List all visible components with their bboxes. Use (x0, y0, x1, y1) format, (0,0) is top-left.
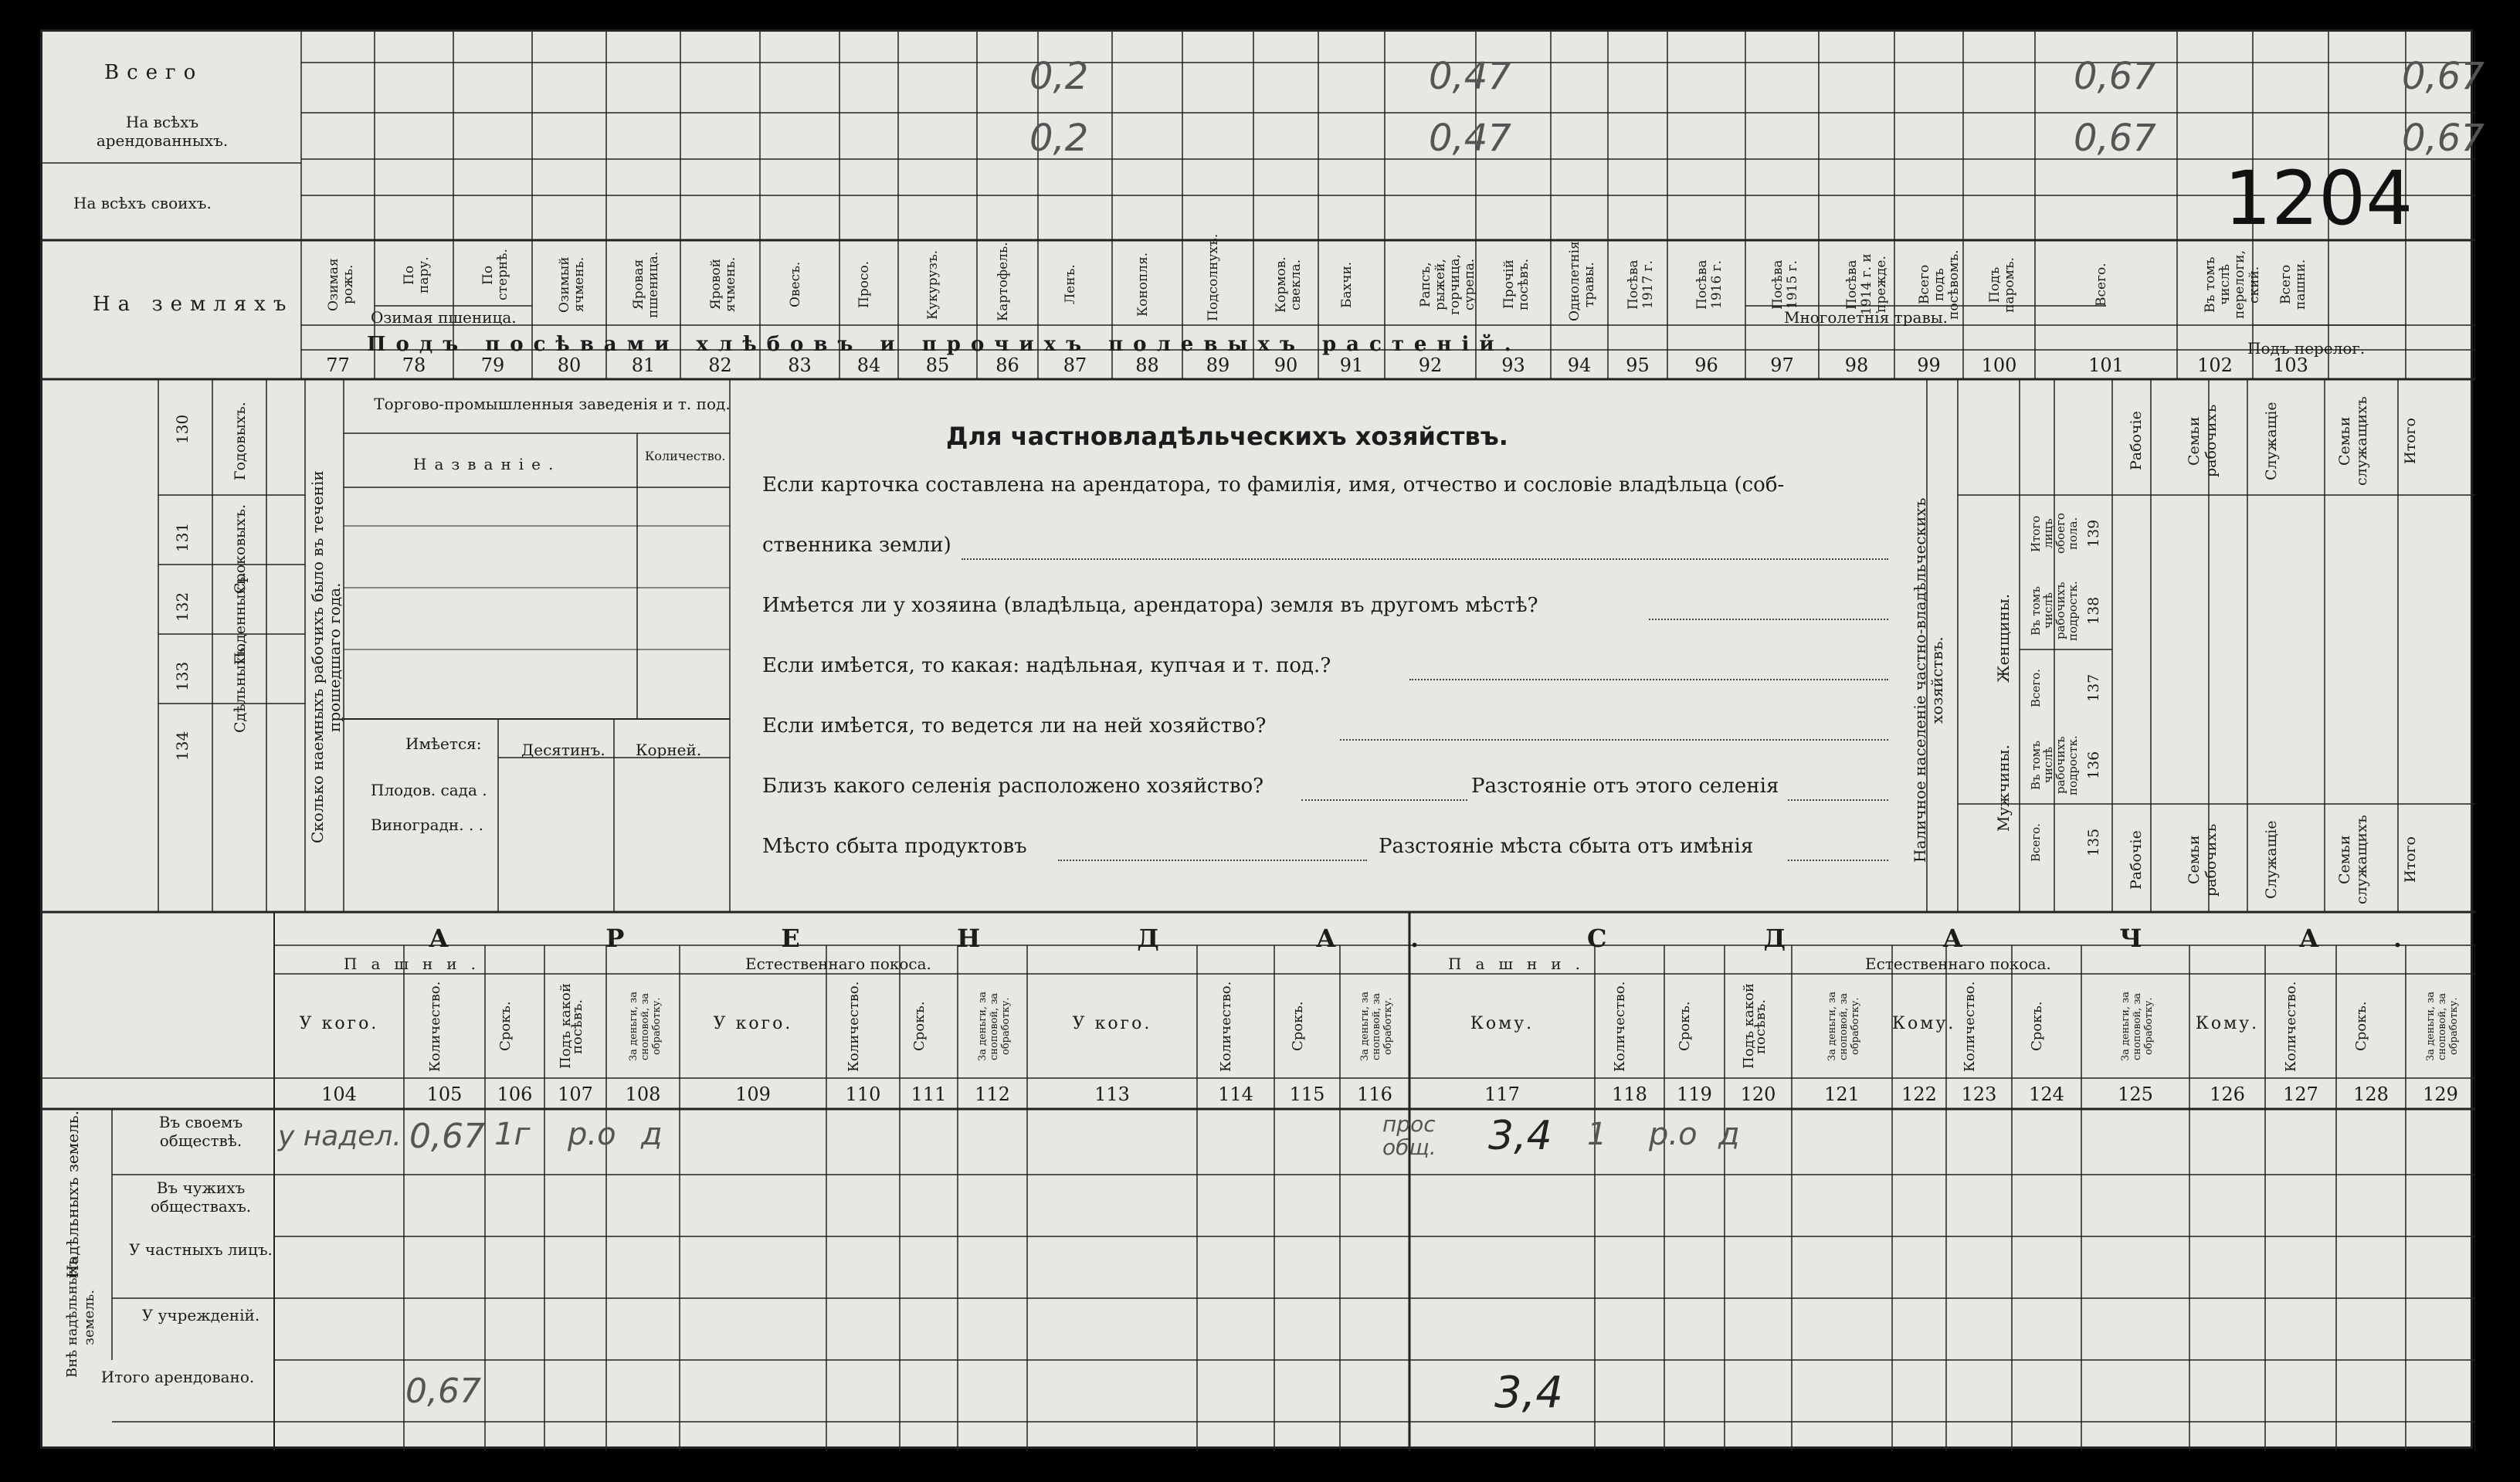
hw-total-3: 0,67 (2402, 55, 2484, 98)
lease-header-label: Кому. (1892, 1014, 1956, 1033)
lease-header-label: За деньги, за сноповой, за обработку. (977, 992, 1012, 1062)
arenda-title: А Р Е Н Д А. (429, 924, 1494, 953)
private-title: Для частновладѣльческихъ хозяйствъ. (946, 422, 1508, 451)
crop-header-label: Кормов. свекла. (1274, 256, 1304, 313)
lease-header-number: 128 (2353, 1084, 2389, 1105)
header-na-zemlyakh: На земляхъ (93, 293, 294, 316)
hw-total-2: 0,67 (2074, 55, 2156, 98)
lease-header-number: 105 (426, 1084, 463, 1105)
crop-header-number: 97 (1770, 354, 1794, 376)
crop-header-label: Подъ паромъ. (1986, 256, 2017, 313)
lease-header-number: 125 (2118, 1084, 2153, 1105)
lease-header-label: Срокъ. (1289, 1001, 1306, 1052)
crop-header-number: 102 (2197, 354, 2233, 376)
crop-header-label: По пару. (402, 256, 432, 293)
census-card (40, 29, 2484, 1449)
crop-header-label: Посѣва 1917 г. (1625, 259, 1656, 310)
row-label-own: На всѣхъ своихъ. (73, 194, 212, 212)
household-col-label: Семьи служащихъ (2336, 396, 2370, 486)
crop-header-label: Однолетнія травы. (1567, 241, 1597, 321)
lease-header-number: 107 (558, 1084, 593, 1105)
lease-header-label: За деньги, за сноповой, за обработку. (2425, 992, 2460, 1062)
lease-header-number: 106 (497, 1084, 533, 1105)
workers-col-number: 131 (173, 522, 192, 553)
sdacha-pashni: Пашни. (1448, 955, 1594, 973)
workers-col-label: Сдѣльныхъ. (232, 643, 249, 734)
answer-line[interactable] (1409, 679, 1888, 680)
population-title: Наличное населеніе частно-владѣльческихъ хозяйствъ. (1911, 497, 1946, 863)
crop-header-label: Овесъ. (787, 261, 803, 308)
hw-r1-qty2: 3,4 (1488, 1113, 1552, 1159)
arenda-pashni: Пашни. (344, 955, 490, 973)
hw-r1-term: 1г (494, 1117, 531, 1152)
hw-r1-term2: 1 (1587, 1117, 1607, 1152)
answer-line[interactable] (1649, 619, 1888, 620)
crop-header-number: 96 (1694, 354, 1718, 376)
lease-header-label: Подъ какой посѣвъ. (1740, 983, 1769, 1070)
lease-header-number: 115 (1289, 1084, 1325, 1105)
household-col-label-bottom: Семьи рабочихъ (2186, 823, 2220, 897)
workers-col-number: 132 (173, 592, 192, 622)
crop-header-number: 94 (1567, 354, 1592, 376)
answer-line[interactable] (1301, 799, 1467, 801)
sdacha-title: С Д А Ч А. (1587, 924, 2476, 953)
lease-header-number: 112 (975, 1084, 1010, 1105)
lease-header-number: 114 (1218, 1084, 1253, 1105)
lease-header-label: Количество. (2283, 981, 2299, 1072)
crop-header-label: Всего пашни. (2278, 259, 2308, 310)
crop-header-label: Посѣва 1914 г. и прежде. (1844, 253, 1889, 316)
crop-header-label: Въ томъ числѣ перелоги, ский. (2203, 250, 2262, 320)
lease-header-number: 113 (1094, 1084, 1130, 1105)
crop-header-number: 78 (402, 354, 426, 376)
row-institutions: У учрежденій. (141, 1306, 260, 1324)
crop-header-label: Ленъ. (1063, 264, 1078, 305)
q1b: ственника земли) (762, 534, 951, 557)
crop-header-label: Просо. (856, 260, 872, 309)
row-other-society: Въ чужихъ обществахъ. (150, 1178, 252, 1216)
plodov: Плодов. сада . (371, 781, 487, 799)
vinogradn: Виноградн. . . (371, 816, 484, 834)
crop-header-label: Картофель. (995, 242, 1011, 321)
workers-title: Сколько наемныхъ рабочихъ было въ теченіи прошедшаго года. (308, 470, 344, 844)
torg-name: Названіе. (413, 455, 561, 473)
lease-header-number: 109 (735, 1084, 771, 1105)
men-label: Мужчины. (1994, 744, 2013, 833)
population-col-number: 139 (2085, 519, 2102, 548)
crop-header-number: 85 (925, 354, 950, 376)
desyatin: Десятинъ. (521, 741, 605, 759)
imeetsya: Имѣется: (405, 734, 482, 753)
household-col-label: Семьи рабочихъ (2186, 404, 2220, 478)
lease-header-label: За деньги, за сноповой, за обработку. (1826, 992, 1861, 1062)
population-col-label: Всего. (2029, 669, 2043, 707)
pod-perelog: Подъ перелог. (2247, 339, 2366, 358)
q1a: Если карточка составлена на арендатора, то фамилія, имя, отчество и сословіе владѣльца (соб- (762, 473, 1785, 497)
lease-header-label: Подъ какой посѣвъ. (558, 983, 585, 1070)
lease-header-label: У кого. (713, 1014, 793, 1033)
lease-header-label: У кого. (299, 1014, 379, 1033)
hw-r1-pay: д (641, 1117, 663, 1152)
women-label: Женщины. (1994, 593, 2013, 683)
crop-header-label: Посѣва 1916 г. (1694, 259, 1725, 310)
crop-header-label: Всего подъ посѣвомъ. (1916, 249, 1962, 320)
household-col-label: Служащіе (2263, 402, 2280, 480)
mnogoletnie: Многолетнія травы. (1784, 308, 1949, 327)
hw-rented-1: 0,47 (1429, 117, 1511, 160)
answer-line[interactable] (962, 558, 1888, 560)
crop-header-label: Рапсъ, рыжей, горчица, сурепа. (1418, 253, 1477, 316)
population-col-number: 138 (2085, 596, 2102, 626)
row-label-rented: На всѣхъ арендованныхъ. (96, 113, 229, 150)
q4: Если имѣется, то ведется ли на ней хозяйство? (762, 714, 1267, 738)
workers-col-number: 134 (173, 731, 192, 761)
q3: Если имѣется, то какая: надѣльная, купчая и т. под.? (762, 654, 1331, 677)
crop-header-label: По стернѣ. (480, 249, 510, 301)
lease-header-label: У кого. (1072, 1014, 1152, 1033)
lease-header-number: 118 (1612, 1084, 1647, 1105)
household-col-label: Рабочіе (2128, 411, 2145, 471)
crop-header-number: 88 (1135, 354, 1159, 376)
lease-header-number: 116 (1357, 1084, 1392, 1105)
household-col-label-bottom: Служащіе (2263, 820, 2280, 900)
lease-header-number: 123 (1961, 1084, 1997, 1105)
lease-header-label: Кому. (1470, 1014, 1535, 1033)
row-own-society: Въ своемъ обществѣ. (158, 1113, 243, 1150)
lease-header-label: Количество. (426, 981, 443, 1072)
lease-header-label: За деньги, за сноповой, за обработку. (627, 992, 663, 1062)
household-col-label: Итого (2402, 418, 2419, 464)
lease-header-number: 120 (1740, 1084, 1776, 1105)
sdacha-pokos: Естественнаго покоса. (1865, 955, 2051, 973)
lease-header-label: Количество. (845, 981, 862, 1072)
household-col-label-bottom: Итого (2402, 836, 2419, 883)
group-vne: Внѣ надѣльныхъ земель. (64, 1257, 97, 1378)
crop-header-number: 103 (2273, 354, 2308, 376)
hw-rented-0: 0,2 (1029, 117, 1089, 160)
pod-posevami: Подъ посѣвами хлѣбовъ и прочихъ полевыхъ растеній. (367, 333, 1521, 356)
crop-header-label: Озимая рожь. (325, 258, 356, 311)
lease-header-label: За деньги, за сноповой, за обработку. (2120, 992, 2155, 1062)
population-col-number: 136 (2085, 751, 2102, 780)
row-label-total: Всего (104, 61, 204, 84)
crop-header-label: Подсолнухъ. (1206, 233, 1221, 321)
q6a: Мѣсто сбыта продуктовъ (762, 835, 1027, 858)
hw-r1-komu: прос общ. (1382, 1111, 1436, 1160)
hw-total-1: 0,47 (1429, 55, 1511, 98)
row-total-rented: Итого арендовано. (100, 1368, 255, 1386)
hw-rented-2: 0,67 (2074, 117, 2156, 160)
hw-r1-crop2: р.о (1649, 1117, 1698, 1152)
crop-header-number: 99 (1917, 354, 1941, 376)
lease-header-label: Количество. (1961, 981, 1978, 1072)
crop-header-label: Всего. (2094, 263, 2109, 307)
lease-header-label: Срокъ. (2353, 1001, 2369, 1052)
crop-header-number: 82 (708, 354, 732, 376)
crop-header-label: Кукурузъ. (925, 249, 941, 320)
torg-title: Торгово-промышленныя заведенія и т. под. (374, 395, 731, 413)
crop-header-number: 101 (2088, 354, 2124, 376)
answer-line[interactable] (1340, 739, 1888, 741)
row-private: У частныхъ лицъ. (129, 1240, 273, 1259)
lease-header-label: Срокъ. (1677, 1001, 1693, 1052)
lease-header-number: 117 (1484, 1084, 1520, 1105)
crop-header-label: Конопля. (1135, 252, 1151, 317)
lease-header-label: Срокъ. (911, 1001, 928, 1052)
stamp-number: 1204 (2224, 155, 2413, 242)
hw-total-qty2: 3,4 (1494, 1368, 1564, 1418)
q5b: Разстояніе отъ этого селенія (1471, 775, 1779, 798)
hw-r1-pay2: д (1718, 1117, 1740, 1152)
crop-header-number: 80 (557, 354, 582, 376)
workers-col-number: 130 (173, 414, 192, 445)
workers-col-label: Поденныхъ. (232, 571, 249, 665)
answer-line[interactable] (1788, 860, 1888, 861)
crop-header-number: 98 (1844, 354, 1869, 376)
crop-header-label: Посѣва 1915 г. (1769, 259, 1800, 310)
hw-r1-crop: р.о (568, 1117, 616, 1152)
hw-rented-3: 0,67 (2402, 117, 2484, 160)
workers-col-label: Сроковыхъ. (232, 504, 249, 595)
q5a: Близъ какого селенія расположено хозяйство? (762, 775, 1264, 798)
lease-header-label: Срокъ. (497, 1001, 514, 1052)
hw-total-qty: 0,67 (405, 1372, 481, 1411)
lease-header-number: 110 (845, 1084, 881, 1105)
lease-header-number: 104 (321, 1084, 357, 1105)
lease-header-number: 124 (2029, 1084, 2064, 1105)
ozimaya-pshenitsa: Озимая пшеница. (371, 308, 517, 327)
lease-header-number: 129 (2423, 1084, 2458, 1105)
lease-header-number: 126 (2210, 1084, 2245, 1105)
lease-header-number: 122 (1901, 1084, 1937, 1105)
household-col-label-bottom: Семьи служащихъ (2336, 815, 2370, 904)
lease-header-number: 127 (2283, 1084, 2318, 1105)
q2: Имѣется ли у хозяина (владѣльца, арендатора) земля въ другомъ мѣстѣ? (762, 594, 1538, 617)
crop-header-label: Бахчи. (1339, 261, 1355, 308)
crop-header-number: 77 (326, 354, 350, 376)
lease-header-label: Кому. (2195, 1014, 2260, 1033)
hw-r1-qty: 0,67 (409, 1117, 485, 1156)
korney: Корней. (636, 741, 702, 759)
crop-header-number: 86 (995, 354, 1019, 376)
torg-qty: Количество. (645, 449, 726, 463)
crop-header-number: 95 (1626, 354, 1650, 376)
population-col-label: Итого лицъ обоего пола. (2029, 513, 2080, 554)
population-col-label: Въ томъ числѣ рабочихъ подростк. (2029, 581, 2080, 641)
population-col-number: 137 (2085, 673, 2102, 703)
crop-header-number: 89 (1206, 354, 1230, 376)
crop-header-number: 91 (1339, 354, 1364, 376)
arenda-pokos: Естественнаго покоса. (745, 955, 931, 973)
workers-col-number: 133 (173, 661, 192, 692)
crop-header-number: 81 (631, 354, 656, 376)
workers-col-label: Годовыхъ. (232, 402, 249, 480)
lease-header-label: Срокъ. (2029, 1001, 2045, 1052)
crop-header-number: 79 (480, 354, 505, 376)
lease-header-number: 119 (1677, 1084, 1712, 1105)
answer-line[interactable] (1788, 799, 1888, 801)
population-col-number: 135 (2085, 828, 2102, 857)
crop-header-number: 90 (1274, 354, 1298, 376)
hw-total-0: 0,2 (1029, 55, 1089, 98)
group-nadelnye: Надѣльныхъ земель. (63, 1110, 82, 1278)
lease-header-label: Количество. (1218, 981, 1234, 1072)
lease-header-number: 111 (911, 1084, 947, 1105)
crop-header-number: 93 (1501, 354, 1525, 376)
lease-header-label: Количество. (1612, 981, 1628, 1072)
crop-header-number: 84 (856, 354, 881, 376)
lease-header-number: 121 (1824, 1084, 1860, 1105)
crop-header-label: Прочій посѣвъ. (1501, 258, 1531, 311)
crop-header-number: 100 (1981, 354, 2017, 376)
population-col-label: Всего. (2029, 823, 2043, 862)
answer-line[interactable] (1058, 860, 1367, 861)
crop-header-number: 83 (788, 354, 812, 376)
crop-header-number: 92 (1418, 354, 1443, 376)
population-col-label: Въ томъ числѣ рабочихъ подростк. (2029, 735, 2080, 795)
lease-header-label: За деньги, за сноповой, за обработку. (1359, 992, 1394, 1062)
crop-header-label: Озимый ячмень. (557, 256, 587, 313)
hw-r1-who: у надел. (278, 1121, 402, 1152)
crop-header-label: Яровой ячмень. (707, 256, 738, 313)
lease-header-number: 108 (625, 1084, 661, 1105)
q6b: Разстояніе мѣста сбыта отъ имѣнія (1379, 835, 1754, 858)
household-col-label-bottom: Рабочіе (2128, 830, 2145, 890)
crop-header-label: Яровая пшеница. (631, 251, 661, 318)
crop-header-number: 87 (1063, 354, 1087, 376)
